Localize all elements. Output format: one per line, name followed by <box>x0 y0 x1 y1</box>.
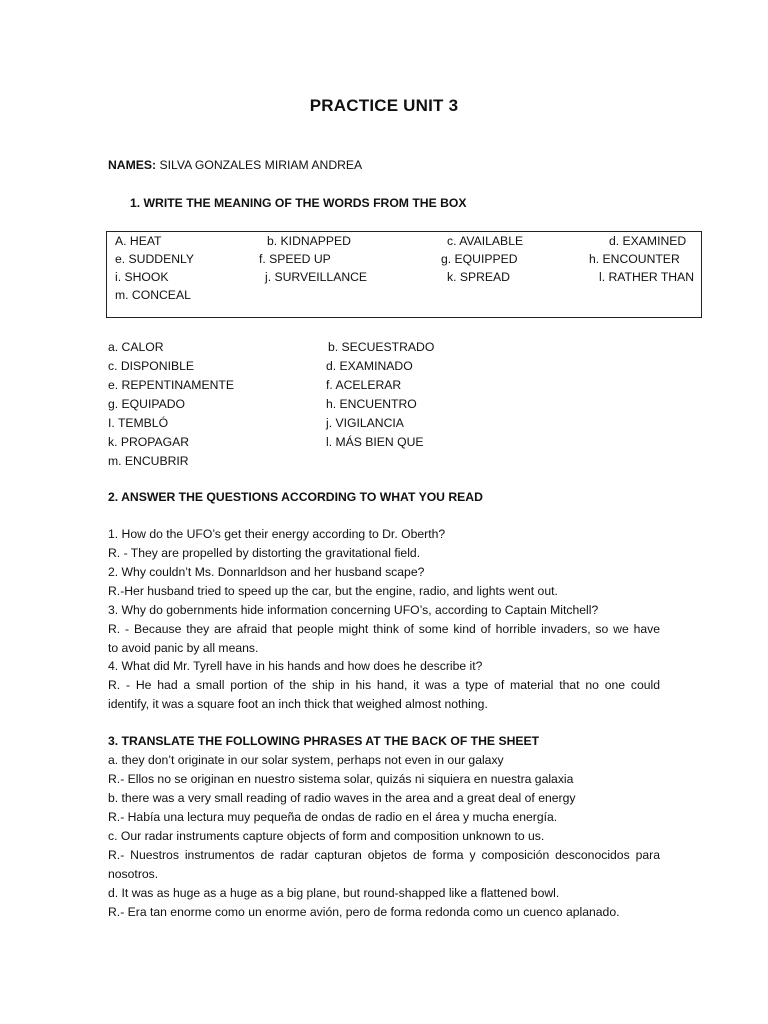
section3-heading: 3. TRANSLATE THE FOLLOWING PHRASES AT THE BACK OF THE SHEET <box>108 734 540 748</box>
qa-line: 2. Why couldn’t Ms. Donnarldson and her husband scape? <box>108 565 425 579</box>
qa-line: 1. How do the UFO’s get their energy according to Dr. Oberth? <box>108 527 446 541</box>
answer-item: j. VIGILANCIA <box>326 416 404 430</box>
answer-item: l. MÁS BIEN QUE <box>326 435 424 449</box>
box-word: l. RATHER THAN <box>599 270 695 284</box>
box-word: k. SPREAD <box>447 270 510 284</box>
answer-item: b. SECUESTRADO <box>328 340 435 354</box>
box-word: m. CONCEAL <box>115 288 191 302</box>
answer-item: h. ENCUENTRO <box>326 397 417 411</box>
names-line <box>108 158 362 173</box>
translation-line: a. they don’t originate in our solar system, perhaps not even in our galaxy <box>108 753 504 767</box>
answer-item: k. PROPAGAR <box>108 435 190 449</box>
qa-line: R. - He had a small portion of the ship in his hand, it was a type of material that no one could <box>108 678 660 692</box>
box-word: A. HEAT <box>115 234 162 248</box>
qa-line: R. - Because they are afraid that people might think of some kind of horrible invaders, so we have <box>108 622 660 636</box>
box-word: h. ENCOUNTER <box>589 252 680 266</box>
word-box <box>106 231 702 318</box>
answer-item: d. EXAMINADO <box>326 359 413 373</box>
translation-line: R.- Era tan enorme como un enorme avión, pero de forma redonda como un cuenco aplanado. <box>108 905 620 919</box>
translation-line: R.- Nuestros instrumentos de radar capturan objetos de forma y composición desconocidos para <box>108 848 660 862</box>
translation-line: nosotros. <box>108 867 159 881</box>
qa-line: 3. Why do gobernments hide information concerning UFO’s, according to Captain Mitchell? <box>108 603 599 617</box>
names-value: SILVA GONZALES MIRIAM ANDREA <box>159 158 363 172</box>
answer-item: e. REPENTINAMENTE <box>108 378 234 392</box>
names-label: NAMES: <box>108 158 157 172</box>
translation-line: d. It was as huge as a huge as a big plane, but round-shapped like a flattened bowl. <box>108 886 560 900</box>
translation-line: c. Our radar instruments capture objects of form and composition unknown to us. <box>108 829 545 843</box>
box-word: c. AVAILABLE <box>447 234 524 248</box>
answer-item: f. ACELERAR <box>326 378 402 392</box>
answer-item: I. TEMBLÓ <box>108 416 169 430</box>
page-title: PRACTICE UNIT 3 <box>309 96 459 115</box>
translation-line: b. there was a very small reading of radio waves in the area and a great deal of energy <box>108 791 576 805</box>
section2-heading: 2. ANSWER THE QUESTIONS ACCORDING TO WHAT YOU READ <box>108 490 483 504</box>
answer-item: m. ENCUBRIR <box>108 454 189 468</box>
box-word: b. KIDNAPPED <box>267 234 351 248</box>
qa-line: to avoid panic by all means. <box>108 641 259 655</box>
qa-line: 4. What did Mr. Tyrell have in his hands and how does he describe it? <box>108 659 483 673</box>
qa-line: identify, it was a square foot an inch thick that weighed almost nothing. <box>108 697 488 711</box>
box-word: e. SUDDENLY <box>115 252 195 266</box>
translation-line: R.- Había una lectura muy pequeña de ondas de radio en el área y mucha energía. <box>108 810 558 824</box>
box-word: i. SHOOK <box>115 270 169 284</box>
box-word: g. EQUIPPED <box>441 252 518 266</box>
answer-item: g. EQUIPADO <box>108 397 185 411</box>
translation-line: R.- Ellos no se originan en nuestro sistema solar, quizás ni siquiera en nuestra galaxia <box>108 772 574 786</box>
box-word: f. SPEED UP <box>259 252 331 266</box>
box-word: d. EXAMINED <box>609 234 687 248</box>
box-word: j. SURVEILLANCE <box>265 270 368 284</box>
section1-heading: 1. WRITE THE MEANING OF THE WORDS FROM THE BOX <box>130 196 467 210</box>
qa-line: R.-Her husband tried to speed up the car, but the engine, radio, and lights went out. <box>108 584 558 598</box>
qa-line: R. - They are propelled by distorting the gravitational field. <box>108 546 421 560</box>
answer-item: c. DISPONIBLE <box>108 359 195 373</box>
answer-item: a. CALOR <box>108 340 164 354</box>
